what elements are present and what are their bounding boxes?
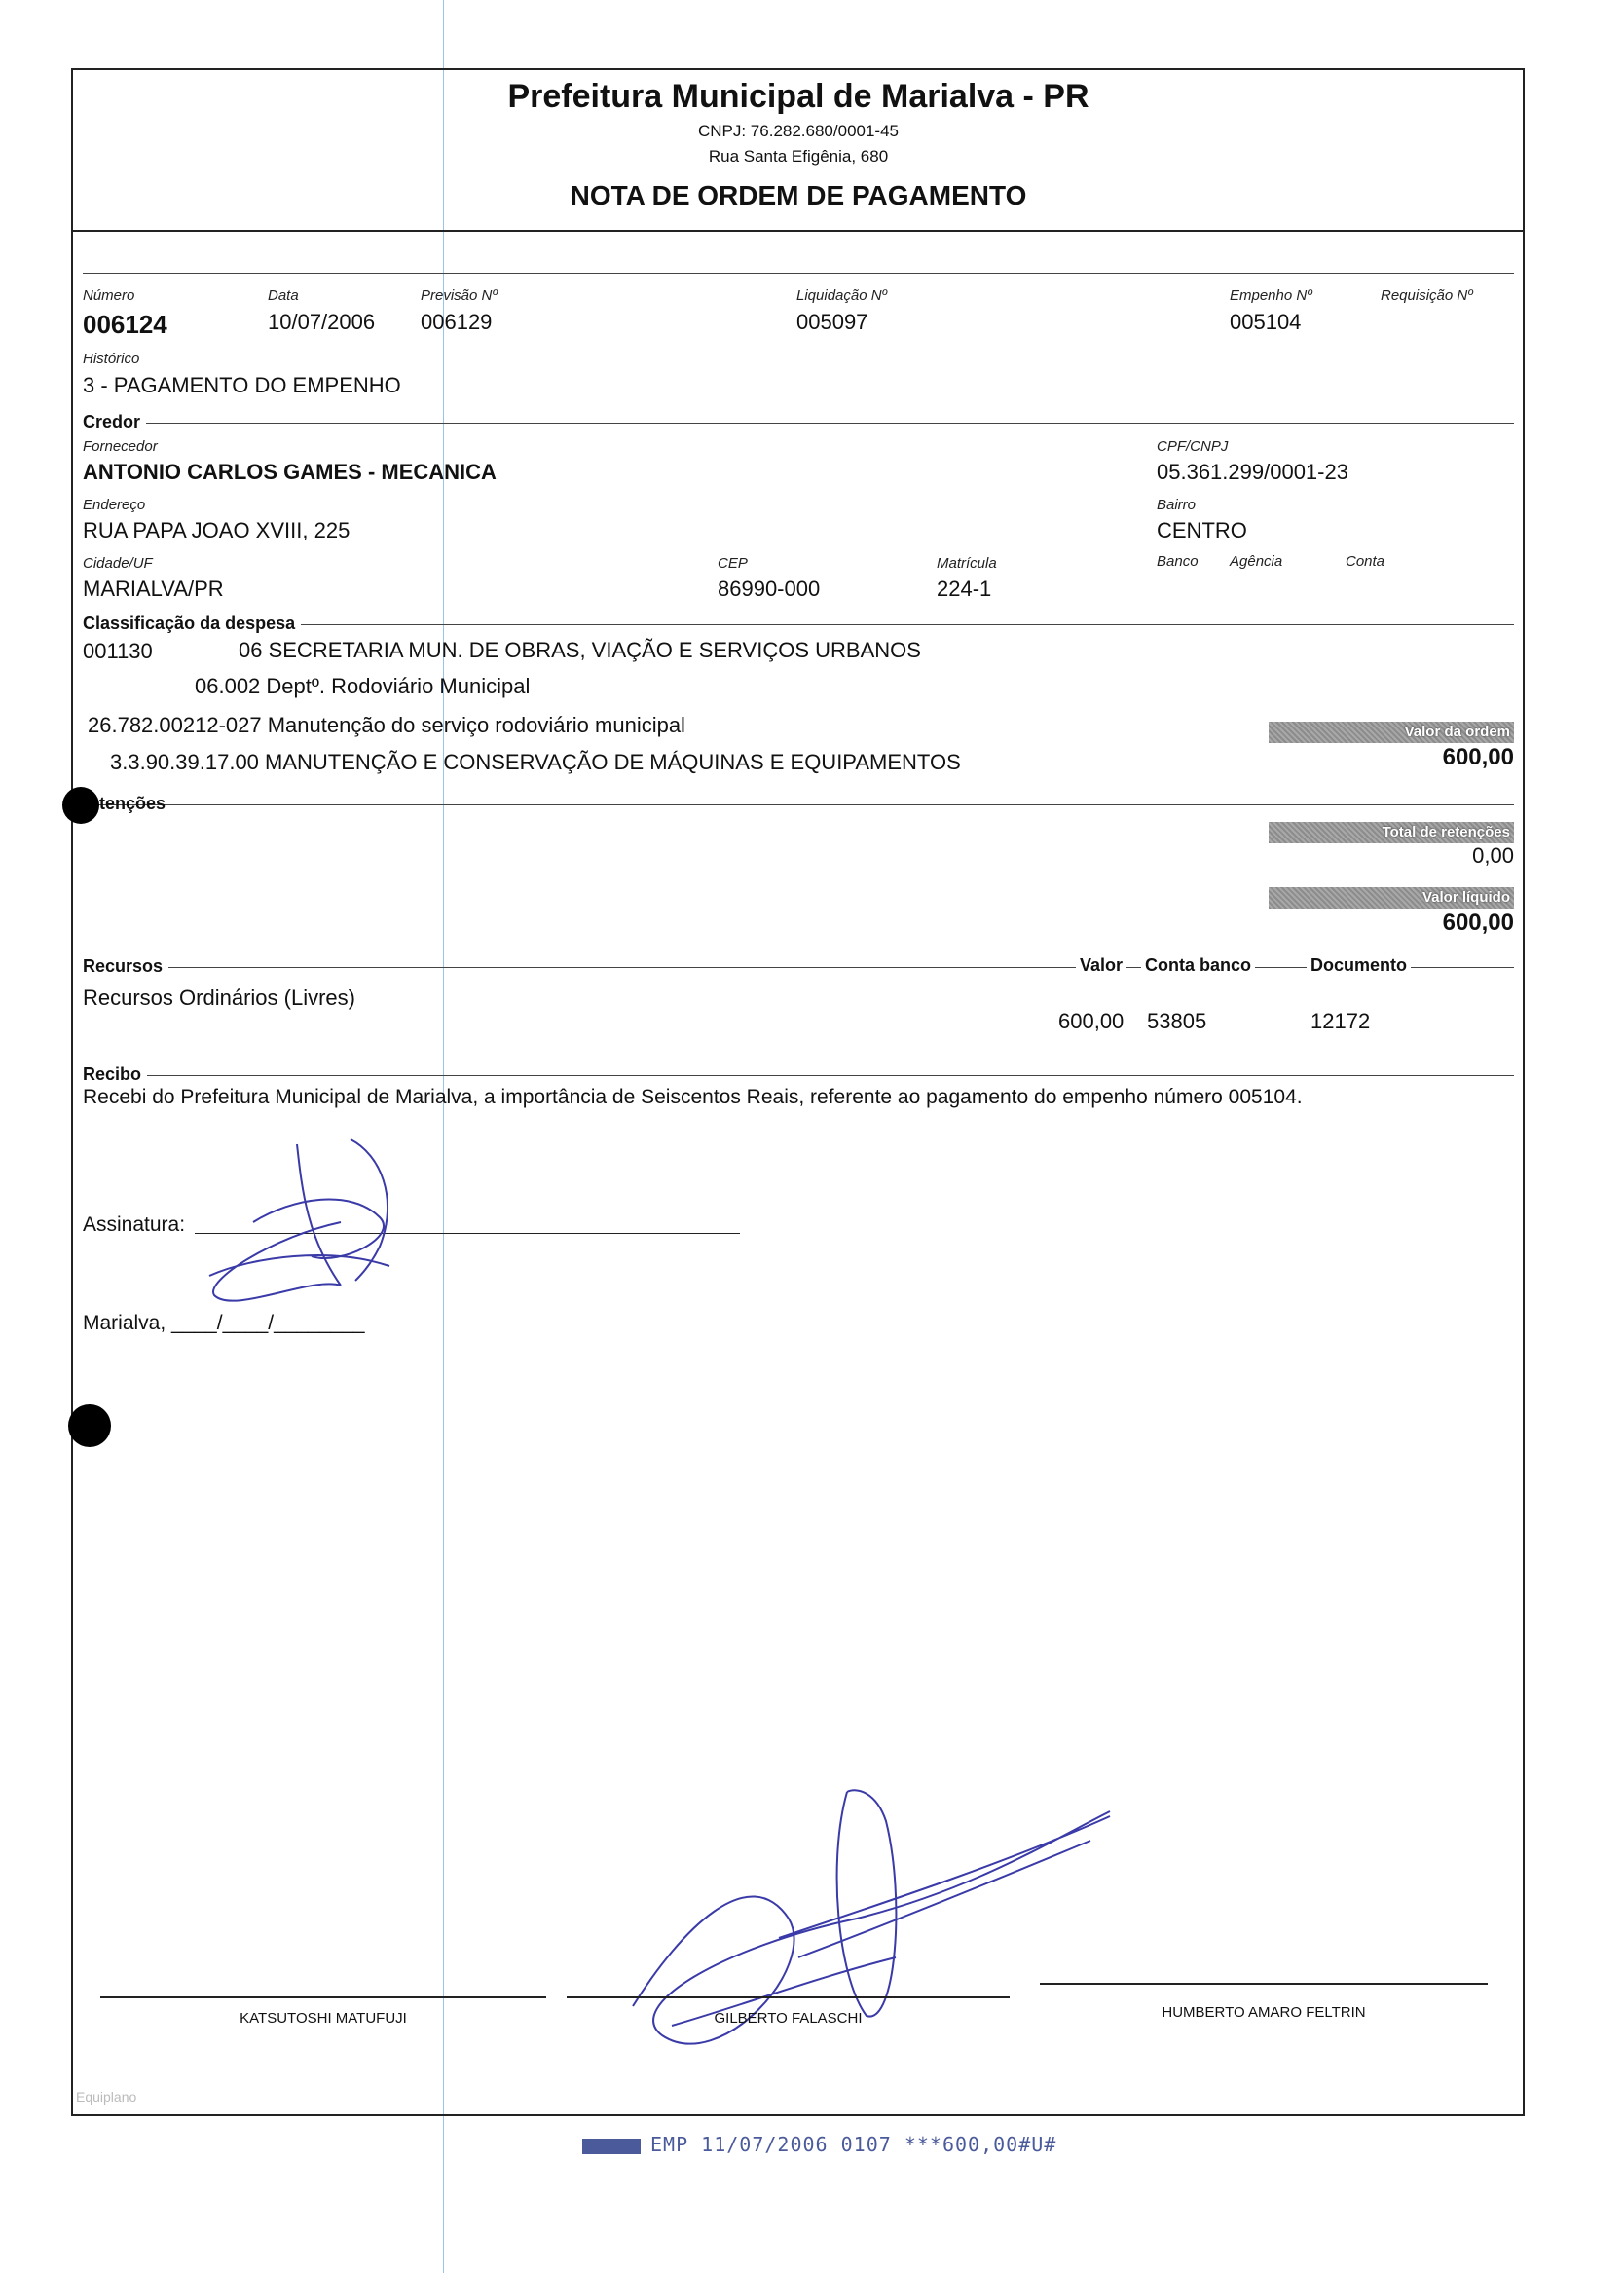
signature-line-2 (567, 1996, 1010, 1998)
retencoes-rule (83, 804, 1514, 805)
org-title: Prefeitura Municipal de Marialva - PR (507, 78, 1089, 115)
historico-value: 3 - PAGAMENTO DO EMPENHO (83, 373, 401, 397)
previsao-label: Previsão Nº (421, 287, 498, 304)
document-title: NOTA DE ORDEM DE PAGAMENTO (570, 180, 1027, 210)
header (73, 78, 1524, 211)
endereco-label: Endereço (83, 497, 146, 513)
conta-label: Conta (1346, 553, 1385, 570)
classificacao-line3: 26.782.00212-027 Manutenção do serviço rodoviário municipal (88, 713, 685, 737)
bairro-label: Bairro (1157, 497, 1197, 513)
bairro-value: CENTRO (1157, 518, 1247, 542)
cidade-value: MARIALVA/PR (83, 577, 224, 601)
signature-line-1 (100, 1996, 546, 1998)
matricula-value: 224-1 (937, 577, 992, 601)
data-value: 10/07/2006 (268, 310, 376, 334)
classificacao-line1: 06 SECRETARIA MUN. DE OBRAS, VIAÇÃO E SERVIÇOS URBANOS (239, 638, 921, 662)
local-data-label: Marialva, ____/____/________ (83, 1312, 365, 1334)
cep-value: 86990-000 (718, 577, 821, 601)
org-cnpj: CNPJ: 76.282.680/0001-45 (697, 122, 900, 140)
valor-liquido-label: Valor líquido (1269, 887, 1514, 909)
punch-hole-top (62, 787, 99, 824)
retencoes-section: tenções (99, 794, 166, 813)
cpf-value: 05.361.299/0001-23 (1157, 460, 1348, 484)
empenho-value: 005104 (1230, 310, 1302, 334)
credor-rule (83, 423, 1514, 424)
signature-name-3: HUMBERTO AMARO FELTRIN (1162, 2004, 1366, 2021)
banco-label: Banco (1157, 553, 1199, 570)
cpf-label: CPF/CNPJ (1157, 438, 1229, 455)
software-watermark: Equiplano (76, 2089, 137, 2105)
recursos-item: Recursos Ordinários (Livres) (83, 986, 355, 1010)
signature-name-1: KATSUTOSHI MATUFUJI (240, 2010, 407, 2027)
classificacao-line2: 06.002 Deptº. Rodoviário Municipal (195, 674, 531, 698)
recursos-valor: 600,00 (1058, 1009, 1125, 1033)
recursos-valor-label: Valor (1076, 955, 1126, 976)
recursos-conta-label: Conta banco (1141, 955, 1255, 976)
assinatura-label: Assinatura: (83, 1213, 186, 1236)
recursos-documento: 12172 (1310, 1009, 1371, 1033)
fornecedor-label: Fornecedor (83, 438, 158, 455)
recursos-conta: 53805 (1147, 1009, 1207, 1033)
liquidacao-label: Liquidação Nº (796, 287, 888, 304)
endereco-value: RUA PAPA JOAO XVIII, 225 (83, 518, 351, 542)
credor-section: Credor (83, 412, 146, 432)
requisicao-label: Requisição Nº (1381, 287, 1473, 304)
recursos-rule (83, 967, 1514, 968)
header-divider (71, 230, 1525, 232)
cidade-label: Cidade/UF (83, 555, 153, 572)
fornecedor-value: ANTONIO CARLOS GAMES - MECANICA (83, 460, 497, 484)
classificacao-section: Classificação da despesa (83, 614, 301, 634)
liquidacao-value: 005097 (796, 310, 868, 334)
valor-ordem-value: 600,00 (1442, 744, 1514, 770)
classificacao-code: 001130 (83, 639, 153, 663)
recursos-section: Recursos (83, 956, 168, 977)
numero-label: Número (83, 287, 135, 304)
valor-ordem-label: Valor da ordem (1269, 722, 1514, 743)
signature-name-2: GILBERTO FALASCHI (714, 2010, 863, 2027)
signature-line-3 (1040, 1983, 1488, 1985)
total-retencoes-label: Total de retenções (1269, 822, 1514, 843)
top-rule (83, 273, 1514, 274)
stamp-text: EMP 11/07/2006 0107 ***600,00#U# (650, 2133, 1057, 2156)
punch-hole-bottom (68, 1404, 111, 1447)
recibo-section: Recibo (83, 1064, 147, 1085)
data-label: Data (268, 287, 299, 304)
valor-liquido-value: 600,00 (1442, 910, 1514, 936)
previsao-value: 006129 (421, 310, 493, 334)
stamp-mark (582, 2139, 641, 2154)
historico-label: Histórico (83, 351, 140, 367)
classificacao-line4: 3.3.90.39.17.00 MANUTENÇÃO E CONSERVAÇÃO DE MÁQUINAS E EQUIPAMENTOS (110, 750, 961, 774)
matricula-label: Matrícula (937, 555, 997, 572)
recursos-documento-label: Documento (1307, 955, 1411, 976)
receipt-signature (195, 1130, 467, 1324)
recibo-rule (83, 1075, 1514, 1076)
org-address: Rua Santa Efigênia, 680 (708, 147, 889, 166)
numero-value: 006124 (83, 310, 167, 339)
recibo-text: Recebi do Prefeitura Municipal de Marialva, a importância de Seiscentos Reais, referente ao pagamento do empenho número 005104. (83, 1086, 1303, 1108)
agencia-label: Agência (1230, 553, 1283, 570)
cep-label: CEP (718, 555, 748, 572)
total-retencoes-value: 0,00 (1472, 843, 1514, 868)
empenho-label: Empenho Nº (1230, 287, 1312, 304)
bottom-signature-scribble (604, 1782, 1129, 2104)
mechanical-stamp (582, 2133, 1056, 2156)
